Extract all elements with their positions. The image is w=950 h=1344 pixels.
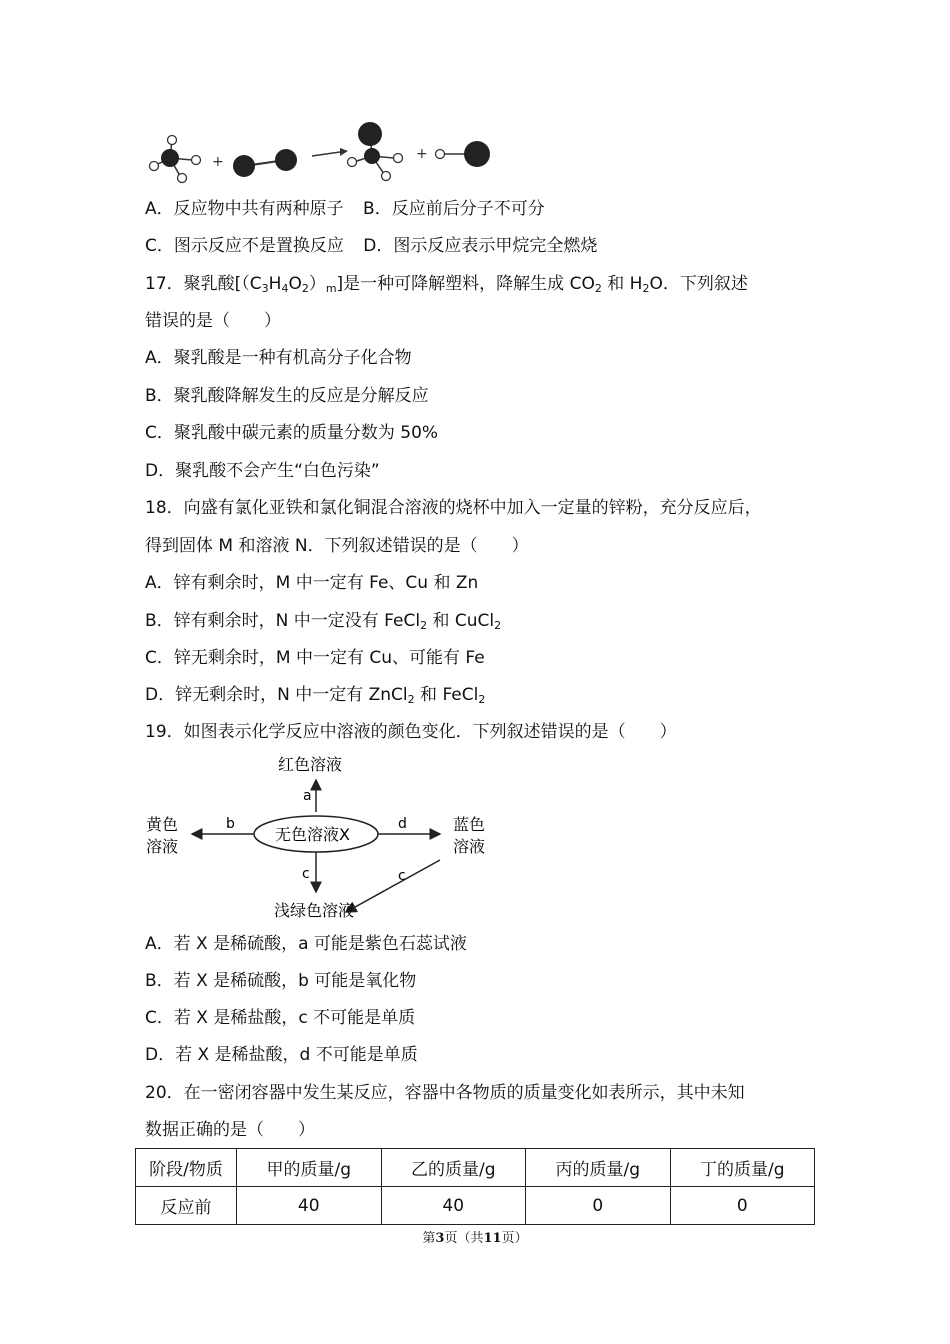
- q19-option-d: D．若 X 是稀盐酸，d 不可能是单质: [145, 1045, 418, 1065]
- subscript: 2: [594, 282, 602, 295]
- q19-option-a: A．若 X 是稀硫酸，a 可能是紫色石蕊试液: [145, 934, 467, 954]
- chlorine-molecule: [233, 149, 297, 177]
- table-cell: 反应前: [136, 1187, 237, 1225]
- q19-stem: 19．如图表示化学反应中溶液的颜色变化．下列叙述错误的是（ ）: [145, 722, 677, 742]
- q17-stem-text: H: [268, 274, 282, 294]
- q17-stem-text: O．下列叙述: [649, 274, 748, 294]
- label-c: c: [302, 866, 310, 882]
- blue-solution-label-1: 蓝色: [453, 815, 486, 834]
- footer-text: 页）: [501, 1231, 528, 1246]
- q17-stem-text: O: [288, 274, 302, 294]
- arrow-c2: [346, 860, 440, 912]
- q18-option-d: [145, 683, 485, 707]
- q17-stem-text: ）: [308, 274, 326, 294]
- q16-option-a: A．反应物中共有两种原子: [145, 199, 344, 219]
- q17-stem-text: ]是一种可降解塑料，降解生成 CO: [336, 274, 595, 294]
- q18-option-b-text: 和 CuCl: [427, 611, 495, 631]
- label-b: b: [226, 816, 235, 832]
- footer-text: 第: [422, 1231, 436, 1246]
- subscript: 3: [261, 282, 269, 295]
- q18-option-c: C．锌无剩余时，M 中一定有 Cu、可能有 Fe: [145, 648, 485, 668]
- methane-molecule: [150, 136, 201, 183]
- q18-option-b: [145, 609, 501, 633]
- q16-option-d: D．图示反应表示甲烷完全燃烧: [363, 236, 598, 256]
- footer-text: 页（共: [444, 1231, 484, 1246]
- light-green-solution-label: 浅绿色溶液: [274, 901, 355, 920]
- subscript: 2: [420, 619, 428, 632]
- table-cell: 40: [237, 1187, 382, 1225]
- table-row: [136, 1187, 815, 1225]
- table-header-cell: 丙的质量/g: [526, 1149, 671, 1187]
- subscript: 2: [642, 282, 650, 295]
- yellow-solution-label-2: 溶液: [146, 837, 179, 856]
- subscript: 2: [494, 619, 502, 632]
- q17-stem-text: 和 H: [601, 274, 643, 294]
- q20-stem-line1: 20．在一密闭容器中发生某反应，容器中各物质的质量变化如表所示，其中未知: [145, 1083, 745, 1103]
- plus-sign: +: [212, 154, 224, 170]
- q16-options-row1: [145, 197, 545, 221]
- table-header-cell: 丁的质量/g: [670, 1149, 815, 1187]
- table-cell: 0: [670, 1187, 815, 1225]
- blue-solution-label-2: 溶液: [453, 837, 486, 856]
- q16-option-b: B．反应前后分子不可分: [363, 199, 545, 219]
- center-solution-label: 无色溶液X: [275, 825, 350, 844]
- yellow-solution-label-1: 黄色: [146, 815, 179, 834]
- subscript: m: [325, 282, 337, 295]
- q20-stem-line2: 数据正确的是（ ）: [145, 1120, 315, 1140]
- table-cell: 0: [526, 1187, 671, 1225]
- q17-stem-line2: 错误的是（ ）: [145, 311, 281, 331]
- q18-stem-line1: 18．向盛有氯化亚铁和氯化铜混合溶液的烧杯中加入一定量的锌粉，充分反应后，: [145, 498, 762, 518]
- page-footer: [0, 1227, 950, 1246]
- label-a: a: [303, 788, 312, 804]
- q18-stem-line2: 得到固体 M 和溶液 N．下列叙述错误的是（ ）: [145, 536, 529, 556]
- subscript: 2: [478, 693, 486, 706]
- q18-option-d-text: 和 FeCl: [414, 685, 479, 705]
- q19-option-c: C．若 X 是稀盐酸，c 不可能是单质: [145, 1008, 416, 1028]
- q17-option-a: A．聚乳酸是一种有机高分子化合物: [145, 348, 412, 368]
- q17-option-c: C．聚乳酸中碳元素的质量分数为 50%: [145, 423, 439, 443]
- table-header-cell: 阶段/物质: [136, 1149, 237, 1187]
- q18-option-d-text: D．锌无剩余时，N 中一定有 ZnCl: [145, 685, 408, 705]
- label-c2: c: [398, 868, 406, 884]
- color-change-diagram: [140, 748, 500, 924]
- q17-stem-line1: [145, 272, 748, 296]
- reaction-arrow: [312, 148, 348, 156]
- q19-option-b: B．若 X 是稀硫酸，b 可能是氧化物: [145, 971, 417, 991]
- label-d: d: [398, 816, 407, 832]
- chloromethane-molecule: [348, 122, 403, 181]
- table-header-cell: 甲的质量/g: [237, 1149, 382, 1187]
- q16-options-row2: [145, 234, 597, 258]
- reaction-molecule-diagram: [140, 116, 500, 186]
- q18-option-b-text: B．锌有剩余时，N 中一定没有 FeCl: [145, 611, 421, 631]
- q17-option-b: B．聚乳酸降解发生的反应是分解反应: [145, 386, 429, 406]
- table-header-row: [136, 1149, 815, 1187]
- subscript: 2: [301, 282, 309, 295]
- subscript: 2: [407, 693, 415, 706]
- subscript: 4: [281, 282, 289, 295]
- q17-stem-text: 17．聚乳酸[（C: [145, 274, 262, 294]
- hydrogen-chloride-molecule: [436, 141, 491, 167]
- table-header-cell: 乙的质量/g: [381, 1149, 526, 1187]
- plus-sign: +: [416, 146, 428, 162]
- page-number: 3: [435, 1231, 445, 1246]
- table-cell: 40: [381, 1187, 526, 1225]
- mass-change-table: [135, 1148, 815, 1225]
- q18-option-a: A．锌有剩余时，M 中一定有 Fe、Cu 和 Zn: [145, 573, 479, 593]
- red-solution-label: 红色溶液: [278, 755, 343, 774]
- total-pages: 11: [483, 1231, 502, 1246]
- q16-option-c: C．图示反应不是置换反应: [145, 236, 344, 256]
- q17-option-d: D．聚乳酸不会产生“白色污染”: [145, 461, 380, 481]
